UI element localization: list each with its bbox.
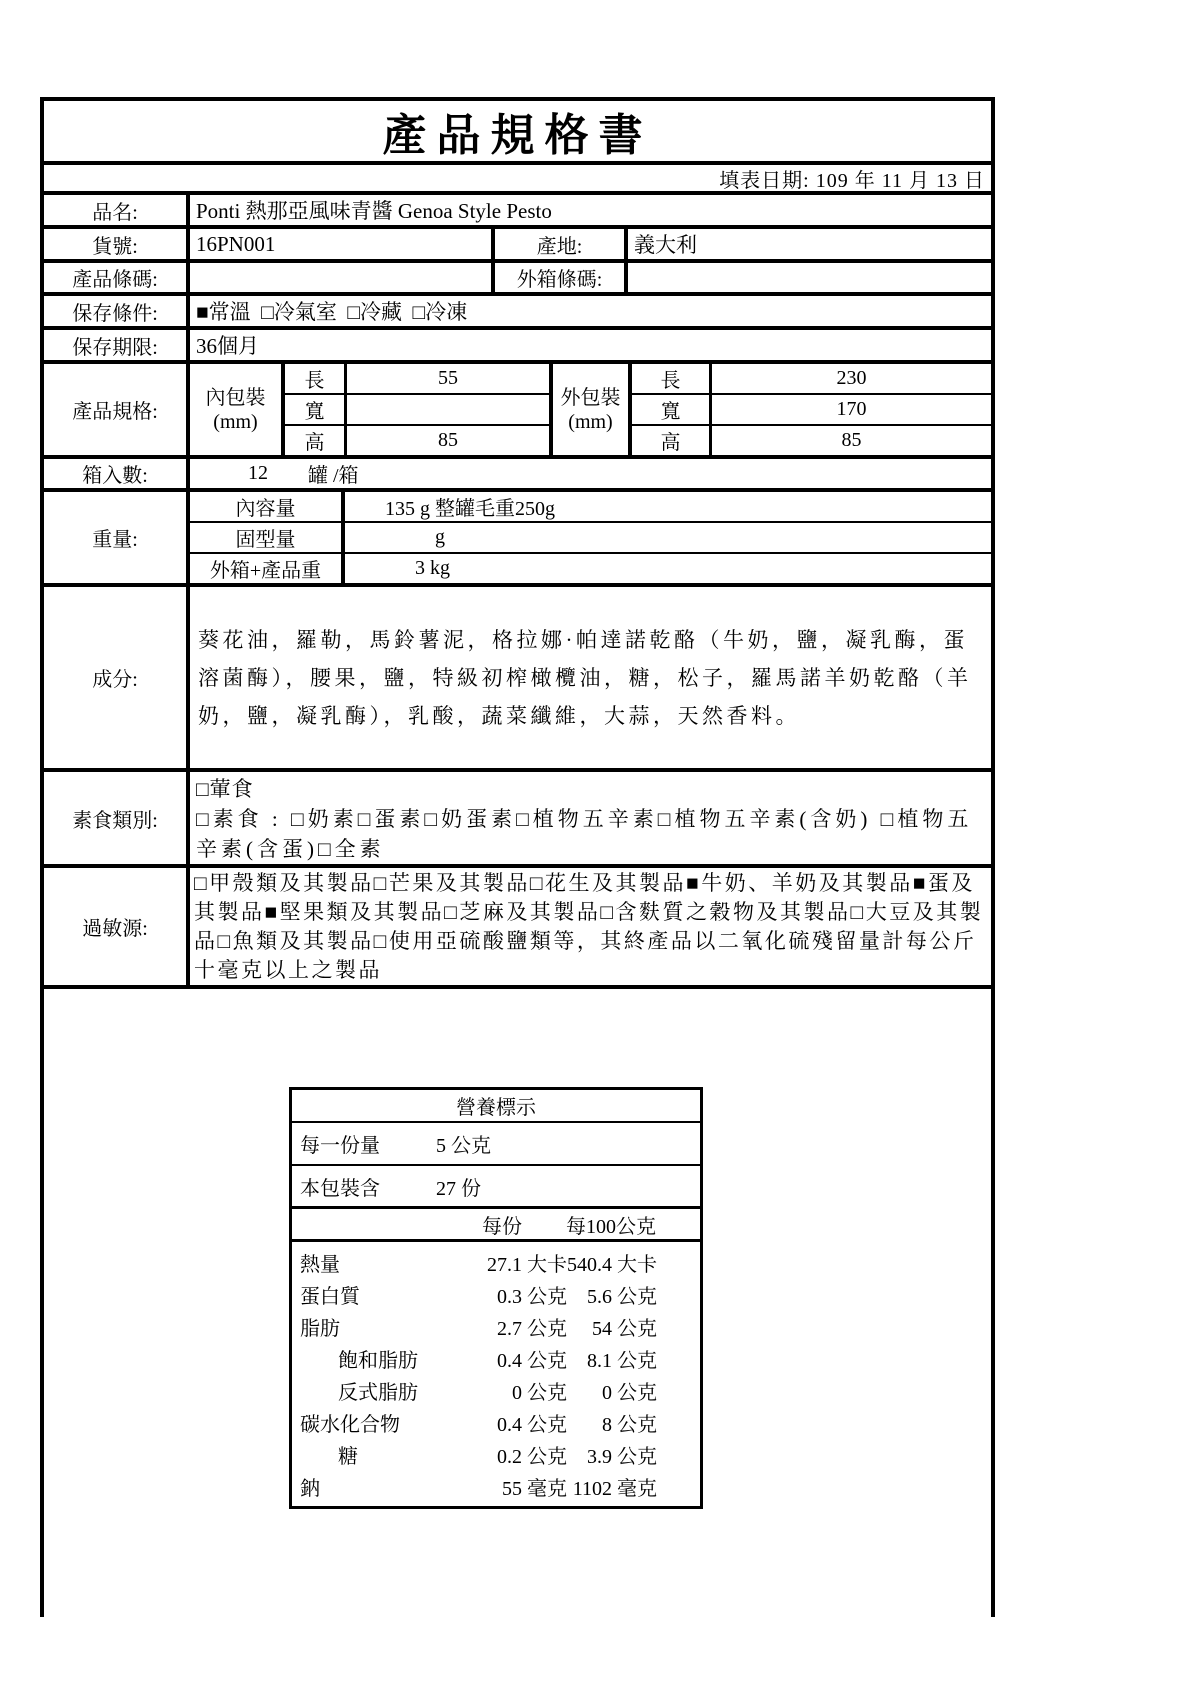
inner-width-row: 寬 <box>285 395 549 426</box>
row-product-spec <box>44 364 991 459</box>
row-barcodes <box>44 263 991 296</box>
origin-value: 義大利 <box>634 233 697 257</box>
vegetarian-label: 素食類別: <box>44 772 190 864</box>
outer-length-row: 長 230 <box>632 364 991 395</box>
vegetarian-line-meat: □葷食 <box>196 777 254 801</box>
carton-barcode-label: 外箱條碼: <box>495 263 628 292</box>
per-serving-header: 每份 <box>482 1215 522 1238</box>
weight-grid <box>190 492 991 583</box>
nutrition-row-calories: 熱量 27.1 大卡 540.4 大卡 <box>300 1253 657 1276</box>
outer-package-label: 外包裝 (mm) <box>553 364 632 455</box>
row-carton-quantity <box>44 459 991 492</box>
serving-size-row: 每一份量 5 公克 <box>292 1123 700 1166</box>
row-weight <box>44 492 991 587</box>
inner-length-row: 長 55 <box>285 364 549 395</box>
outer-height-row: 高 85 <box>632 426 991 455</box>
nutrition-facts-table <box>289 1087 703 1509</box>
inner-height-row: 高 85 <box>285 426 549 455</box>
row-vegetarian-category <box>44 772 991 868</box>
nutrition-row-trans-fat: 反式脂肪 0 公克 0 公克 <box>338 1381 657 1404</box>
outer-package-dimensions <box>632 364 991 455</box>
shelf-life-value: 36個月 <box>196 334 259 358</box>
net-content-row: 內容量 135 g 整罐毛重250g <box>190 492 991 523</box>
product-spec-label: 產品規格: <box>44 364 190 455</box>
row-shelf-life <box>44 330 991 364</box>
carton-barcode-value <box>628 263 991 292</box>
nutrition-row-saturated-fat: 飽和脂肪 0.4 公克 8.1 公克 <box>338 1349 657 1372</box>
nutrition-title: 營養標示 <box>292 1090 700 1123</box>
row-storage-condition <box>44 296 991 330</box>
carton-qty-label: 箱入數: <box>44 459 190 488</box>
product-barcode-label: 產品條碼: <box>44 263 190 292</box>
row-ingredients <box>44 587 991 772</box>
carton-qty-unit: 罐 /箱 <box>308 465 359 487</box>
row-product-name <box>44 195 991 229</box>
nutrition-row-protein: 蛋白質 0.3 公克 5.6 公克 <box>300 1285 657 1308</box>
drained-weight-row: 固型量 g <box>190 523 991 554</box>
row-item-no-origin <box>44 229 991 263</box>
nutrition-row-fat: 脂肪 2.7 公克 54 公克 <box>300 1317 657 1340</box>
nutrition-row-sugar: 糖 0.2 公克 3.9 公克 <box>338 1445 657 1468</box>
storage-label: 保存條件: <box>44 296 190 326</box>
vegetarian-options <box>190 772 991 864</box>
outer-width-row: 寬 170 <box>632 395 991 426</box>
allergens-text: □甲殼類及其製品□芒果及其製品□花生及其製品■牛奶、羊奶及其製品■蛋及其製品■堅果類及其製品□芝麻及其製品□含麩質之穀物及其製品□大豆及其製品□魚類及其製品□使用亞硫酸鹽類等，其終產品以二氧化硫殘留量計每公斤十毫克以上之製品 <box>194 871 984 982</box>
carton-product-weight-row: 外箱+產品重 3 kg <box>190 554 991 583</box>
product-name-value: Ponti 熱那亞風味青醬 Genoa Style Pesto <box>196 199 552 223</box>
inner-package-dimensions <box>285 364 553 455</box>
servings-per-pack-row: 本包裝含 27 份 <box>292 1166 700 1209</box>
nutrition-row-carbohydrate: 碳水化合物 0.4 公克 8 公克 <box>300 1413 657 1436</box>
nutrition-column-headers <box>292 1209 700 1242</box>
nutrition-section <box>44 1087 991 1617</box>
origin-label: 產地: <box>495 229 628 259</box>
vegetarian-line-options: □素食 : □奶素□蛋素□奶蛋素□植物五辛素□植物五辛素(含奶) □植物五辛素(含蛋)□全素 <box>196 807 973 861</box>
page-title: 產品規格書 <box>44 101 991 165</box>
carton-qty-value: 12 罐 /箱 <box>190 459 991 488</box>
product-barcode-value <box>190 263 495 292</box>
item-no-value: 16PN001 <box>190 229 495 259</box>
weight-label: 重量: <box>44 492 190 583</box>
ingredients-text: 葵花油，羅勒，馬鈴薯泥，格拉娜·帕達諾乾酪（牛奶，鹽，凝乳酶，蛋溶菌酶），腰果，鹽，特級初榨橄欖油，糖，松子，羅馬諾羊奶乾酪（羊奶，鹽，凝乳酶），乳酸，蔬菜纖維，大蒜，天然香料。 <box>198 627 972 728</box>
product-name-label: 品名: <box>44 195 190 225</box>
per-100g-header: 每100公克 <box>566 1215 656 1238</box>
shelf-life-label: 保存期限: <box>44 330 190 360</box>
item-no-label: 貨號: <box>44 229 190 259</box>
inner-package-label: 內包裝 (mm) <box>190 364 285 455</box>
product-spec-sheet <box>40 97 995 1617</box>
fill-date: 填表日期: 109 年 11 月 13 日 <box>44 165 991 195</box>
storage-options: ■常溫 □冷氣室 □冷藏 □冷凍 <box>196 300 468 324</box>
ingredients-label: 成分: <box>44 587 190 768</box>
allergens-label: 過敏源: <box>44 868 190 985</box>
nutrition-row-sodium: 鈉 55 毫克 1102 毫克 <box>300 1477 657 1500</box>
row-allergens <box>44 868 991 989</box>
